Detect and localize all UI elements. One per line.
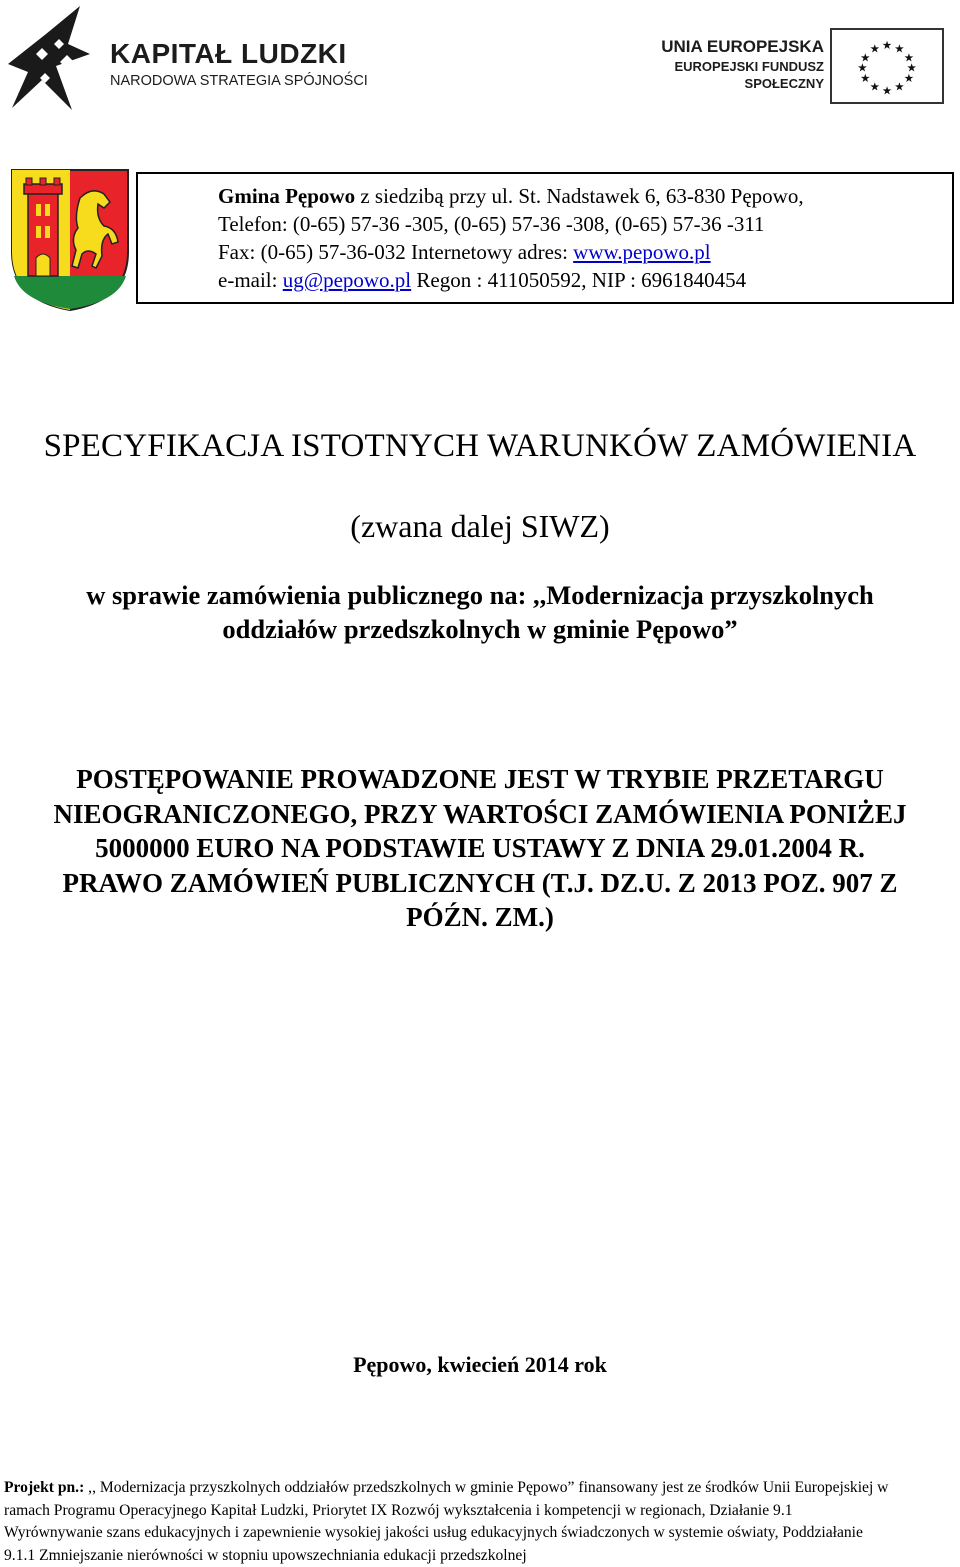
email-link[interactable]: ug@pepowo.pl bbox=[282, 268, 412, 292]
procedure-statement bbox=[0, 762, 960, 935]
contact-details bbox=[218, 182, 804, 294]
eu-logo-text bbox=[632, 38, 824, 94]
kapital-ludzki-logo bbox=[6, 4, 368, 112]
eu-logo-line2: EUROPEJSKI FUNDUSZ bbox=[674, 59, 824, 74]
svg-text:★: ★ bbox=[881, 39, 893, 52]
kapital-ludzki-emblem bbox=[6, 4, 92, 112]
kapital-ludzki-subtitle: NARODOWA STRATEGIA SPÓJNOŚCI bbox=[110, 73, 368, 89]
phone-line: Telefon: (0-65) 57-36 -305, (0-65) 57-36 -308, (0-65) 57-36 -311 bbox=[218, 212, 765, 236]
svg-text:★: ★ bbox=[869, 43, 880, 56]
address-text: z siedzibą przy ul. St. Nadstawek 6, 63-830 Pępowo, bbox=[355, 184, 804, 208]
project-footer bbox=[4, 1477, 960, 1567]
procedure-line: POSTĘPOWANIE PROWADZONE JEST W TRYBIE PRZETARGU bbox=[76, 764, 884, 794]
svg-text:★: ★ bbox=[903, 52, 914, 65]
website-link[interactable]: www.pepowo.pl bbox=[573, 240, 711, 264]
svg-text:★: ★ bbox=[860, 52, 871, 65]
procedure-line: 5000000 EURO NA PODSTAWIE USTAWY Z DNIA 29.01.2004 R. bbox=[95, 833, 865, 863]
document-title: SPECYFIKACJA ISTOTNYCH WARUNKÓW ZAMÓWIENIA bbox=[43, 428, 917, 464]
subject-line-2: oddziałów przedszkolnych w gminie Pępowo” bbox=[222, 614, 738, 644]
svg-text:★: ★ bbox=[903, 73, 914, 86]
document-subtitle: (zwana dalej SIWZ) bbox=[350, 508, 610, 544]
org-name: Gmina Pępowo bbox=[218, 184, 356, 208]
fax-line bbox=[218, 238, 804, 266]
svg-text:★: ★ bbox=[894, 81, 905, 94]
email-label: e-mail: bbox=[218, 268, 283, 292]
eu-logo-line1: UNIA EUROPEJSKA bbox=[661, 37, 824, 56]
footer-text: ,, Modernizacja przyszkolnych oddziałów przedszkolnych w gminie Pępowo” finansowany jest ze środków Unii Europejskiej w bbox=[84, 1479, 889, 1496]
svg-text:★: ★ bbox=[906, 62, 917, 75]
svg-text:★: ★ bbox=[857, 62, 868, 75]
address-line bbox=[218, 182, 804, 210]
subject-line-1: w sprawie zamówienia publicznego na: ,,Modernizacja przyszkolnych bbox=[86, 580, 874, 610]
fax-text: Fax: (0-65) 57-36-032 Internetowy adres: bbox=[218, 240, 574, 264]
place-and-date: Pępowo, kwiecień 2014 rok bbox=[353, 1352, 607, 1377]
kapital-ludzki-title: KAPITAŁ LUDZKI bbox=[110, 38, 347, 69]
svg-text:★: ★ bbox=[869, 81, 880, 94]
footer-line-4: 9.1.1 Zmniejszanie nierówności w stopniu upowszechniania edukacji przedszkolnej bbox=[4, 1546, 527, 1564]
footer-line-1 bbox=[4, 1477, 960, 1500]
svg-text:★: ★ bbox=[894, 43, 905, 56]
procedure-line: PRAWO ZAMÓWIEŃ PUBLICZNYCH (T.J. DZ.U. Z 2013 POZ. 907 Z bbox=[62, 867, 898, 898]
pepowo-coat-of-arms-icon bbox=[8, 168, 132, 312]
regon-nip-text: Regon : 411050592, NIP : 6961840454 bbox=[411, 268, 747, 292]
footer-line-2: ramach Programu Operacyjnego Kapitał Ludzki, Priorytet IX Rozwój wykształcenia i kompetencji w regionach, Działanie 9.1 bbox=[4, 1501, 793, 1519]
eu-logo-line3: SPOŁECZNY bbox=[744, 76, 824, 91]
footer-line-3: Wyrównywanie szans edukacyjnych i zapewnienie wysokiej jakości usług edukacyjnych świadczonych w systemie oświaty, Poddziałanie bbox=[4, 1524, 863, 1542]
svg-text:★: ★ bbox=[881, 85, 893, 98]
procedure-line: NIEOGRANICZONEGO, PRZY WARTOŚCI ZAMÓWIENIA PONIŻEJ bbox=[53, 798, 907, 829]
eu-social-fund-logo bbox=[632, 28, 950, 108]
email-line bbox=[218, 266, 804, 294]
municipality-header-box bbox=[136, 172, 954, 304]
procurement-subject bbox=[0, 578, 960, 646]
eu-flag-stars-icon bbox=[830, 28, 944, 104]
procedure-line: PÓŹN. ZM.) bbox=[406, 902, 554, 932]
svg-text:★: ★ bbox=[860, 73, 871, 86]
footer-label: Projekt pn.: bbox=[4, 1479, 85, 1496]
